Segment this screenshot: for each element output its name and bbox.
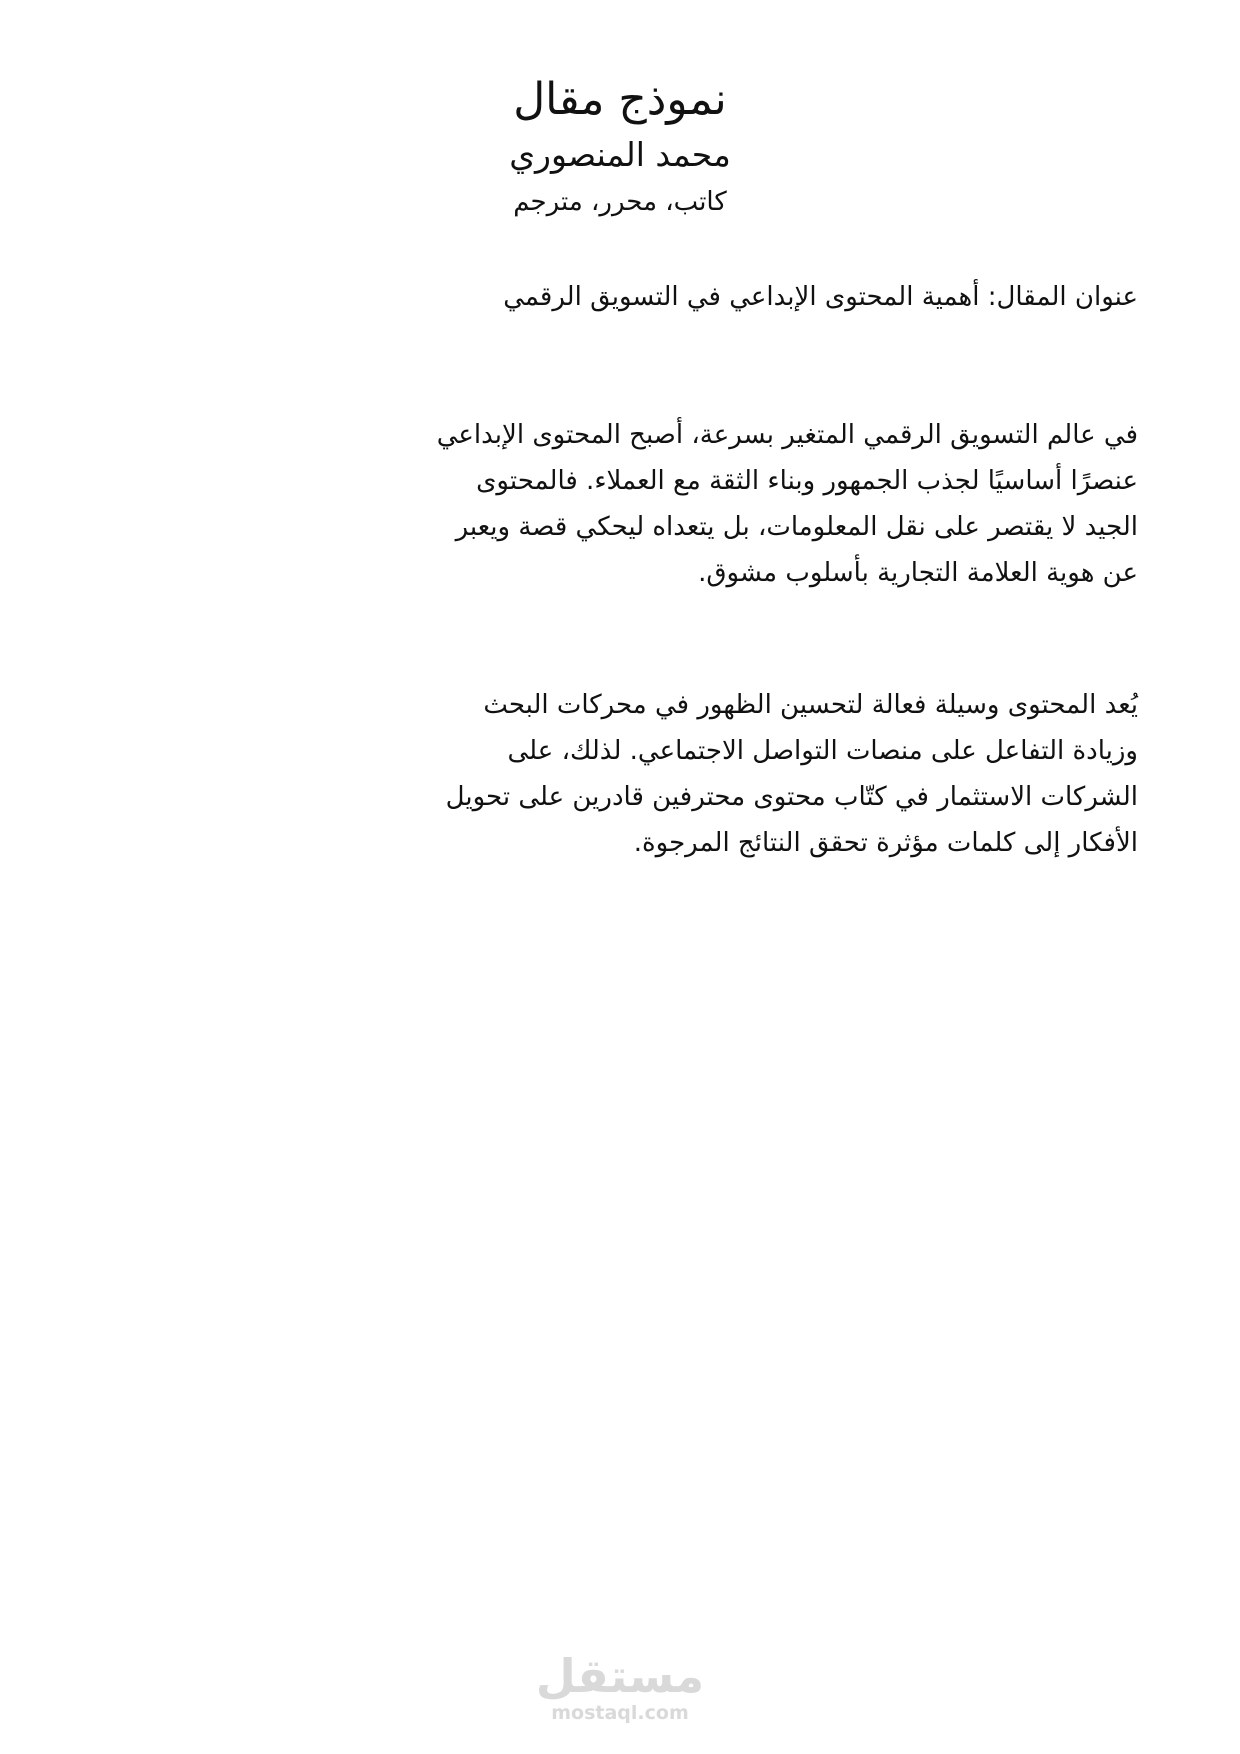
watermark-logo: مستقل [535, 1649, 705, 1703]
paragraph-line: الشركات الاستثمار في كتّاب محتوى محترفين قادرين على تحويل [445, 782, 1138, 812]
document-header [420, 70, 820, 224]
watermark-site: mostaql.com [551, 1702, 689, 1724]
mostaql-watermark [535, 1650, 705, 1724]
paragraph-line: في عالم التسويق الرقمي المتغير بسرعة، أصبح المحتوى الإبداعي [436, 420, 1138, 450]
author-role: كاتب، محرر، مترجم [513, 187, 727, 217]
paragraph-line: يُعد المحتوى وسيلة فعالة لتحسين الظهور في محركات البحث [483, 690, 1138, 720]
author-name: محمد المنصوري [509, 135, 731, 174]
document-title: نموذج مقال [513, 74, 727, 125]
paragraph-line: عنصرًا أساسيًا لجذب الجمهور وبناء الثقة مع العملاء. فالمحتوى [476, 466, 1138, 496]
paragraph-line: الجيد لا يقتصر على نقل المعلومات، بل يتعداه ليحكي قصة ويعبر [455, 512, 1138, 542]
paragraph-line: الأفكار إلى كلمات مؤثرة تحقق النتائج المرجوة. [633, 828, 1138, 858]
paragraph-line: وزيادة التفاعل على منصات التواصل الاجتماعي. لذلك، على [507, 736, 1138, 766]
paragraph-line: عن هوية العلامة التجارية بأسلوب مشوق. [698, 558, 1138, 588]
paragraph [338, 412, 1138, 596]
paragraph [338, 682, 1138, 866]
article-heading: عنوان المقال: أهمية المحتوى الإبداعي في التسويق الرقمي [503, 282, 1138, 312]
